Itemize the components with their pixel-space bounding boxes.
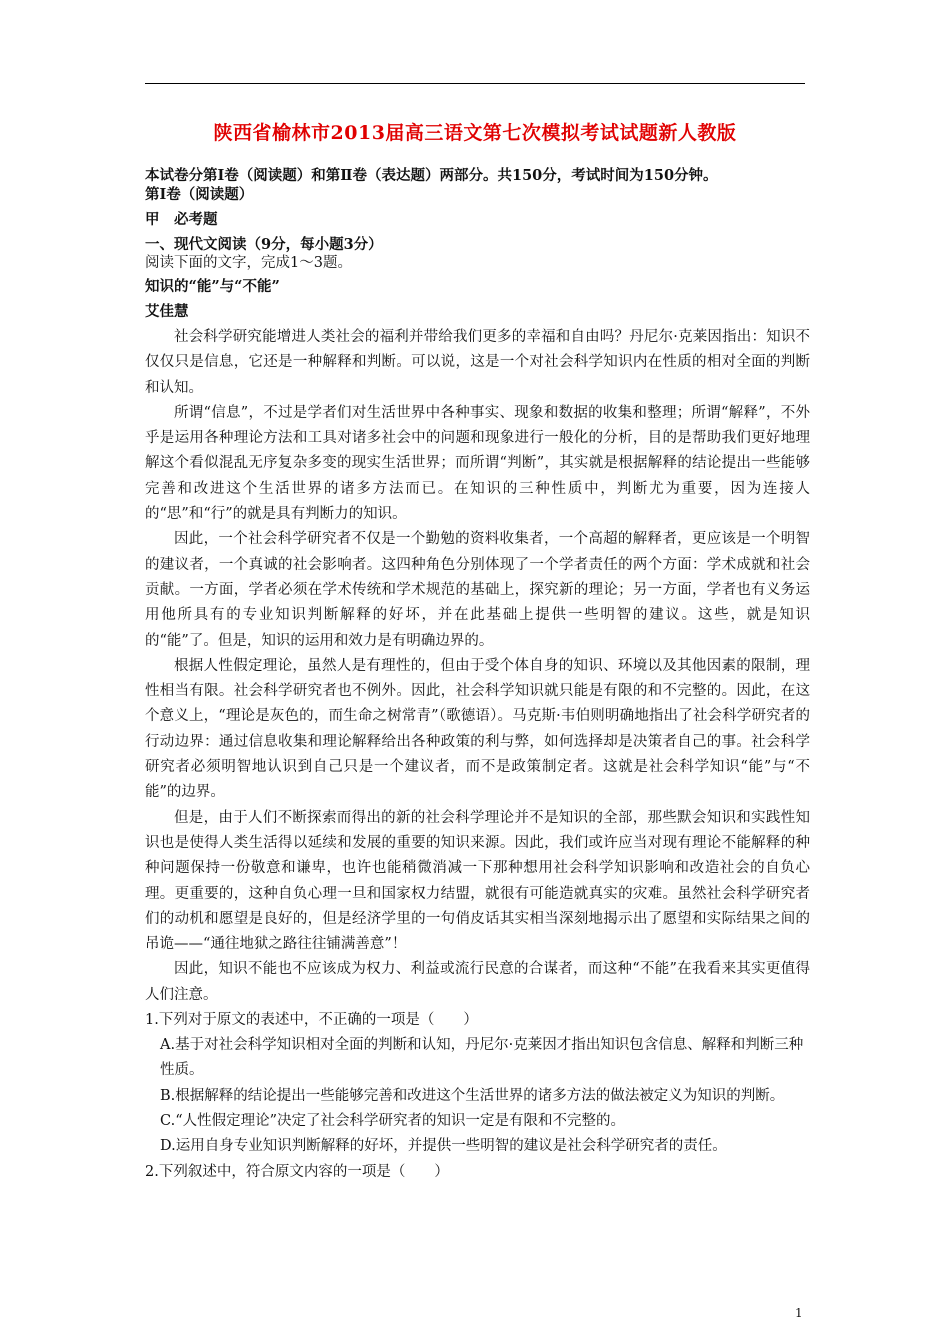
- page-number: 1: [795, 1306, 803, 1320]
- document-title: 陕西省榆林市2013届高三语文第七次模拟考试试题新人教版: [213, 122, 737, 144]
- article-title: 知识的“能”与“不能”: [145, 278, 280, 295]
- article-paragraph: 所谓“信息”，不过是学者们对生活世界中各种事实、现象和数据的收集和整理；所谓“解释”，不外乎是运用各种理论方法和工具对诸多社会中的问题和现象进行一般化的分析，目的是帮助我们更好地理解这个看似混乱无序复杂多变的现实生活世界；而所谓“判断”，其实就是根据解释的结论提出一些能够完善和改进这个生活世界的诸多方法而已。在知识的三种性质中，判断尤为重要，因为连接人的“思”和“行”的就是具有判断力的知识。: [145, 404, 810, 523]
- option-text: 运用自身专业知识判断解释的好坏，并提供一些明智的建议是社会科学研究者的责任。: [175, 1138, 727, 1155]
- question-1-option-c: [160, 1109, 810, 1134]
- document-body: [145, 166, 810, 1185]
- article-paragraph: 因此，知识不能也不应该成为权力、利益或流行民意的合谋者，而这种“不能”在我看来其实更值得人们注意。: [145, 961, 810, 1003]
- question-2-stem: 2.下列叙述中，符合原文内容的一项是（ ）: [145, 1163, 449, 1180]
- section-one-heading: 一、现代文阅读（9分，每小题3分）: [145, 236, 383, 253]
- article-paragraph: 社会科学研究能增进人类社会的福利并带给我们更多的幸福和自由吗？丹尼尔·克莱因指出：知识不仅仅只是信息，它还是一种解释和判断。可以说，这是一个对社会科学知识内在性质的相对全面的判断和认知。: [145, 329, 810, 396]
- article-paragraph: 因此，一个社会科学研究者不仅是一个勤勉的资料收集者，一个高超的解释者，更应该是一个明智的建议者，一个真诚的社会影响者。这四种角色分别体现了一个学者责任的两个方面：学术成就和社会贡献。一方面，学者必须在学术传统和学术规范的基础上，探究新的理论；另一方面，学者也有义务运用他所具有的专业知识判断解释的好坏，并在此基础上提供一些明智的建议。这些，就是知识的“能”了。但是，知识的运用和效力是有明确边界的。: [145, 531, 810, 649]
- header-rule: [145, 83, 805, 84]
- section-jia-heading: 甲 必考题: [145, 211, 218, 228]
- question-1-stem: 1.下列对于原文的表述中，不正确的一项是（ ）: [145, 1012, 478, 1029]
- option-text: 根据解释的结论提出一些能够完善和改进这个生活世界的诸多方法的做法被定义为知识的判断。: [175, 1087, 785, 1104]
- exam-intro: 本试卷分第Ⅰ卷（阅读题）和第Ⅱ卷（表达题）两部分。共150分，考试时间为150分钟。: [145, 167, 718, 184]
- option-text: “人性假定理论”决定了社会科学研究者的知识一定是有限和不完整的。: [175, 1112, 626, 1129]
- option-key: D.: [160, 1138, 176, 1155]
- option-key: C.: [160, 1112, 176, 1129]
- question-1-option-b: [160, 1084, 810, 1109]
- reading-instruction: 阅读下面的文字，完成1～3题。: [145, 255, 352, 271]
- option-key: B.: [160, 1087, 176, 1104]
- option-key: A.: [160, 1037, 176, 1054]
- article-paragraph: 但是，由于人们不断探索而得出的新的社会科学理论并不是知识的全部，那些默会知识和实践性知识也是使得人类生活得以延续和发展的重要的知识来源。因此，我们或许应当对现有理论不能解释的种种问题保持一份敬意和谦卑，也许也能稍微消减一下那种想用社会科学知识影响和改造社会的自负心理。更重要的，这种自负心理一旦和国家权力结盟，就很有可能造就真实的灾难。虽然社会科学研究者们的动机和愿望是良好的，但是经济学里的一句俏皮话其实相当深刻地揭示出了愿望和实际结果之间的吊诡——“通往地狱之路往往铺满善意”！: [145, 809, 810, 953]
- article-author: 艾佳慧: [145, 303, 189, 320]
- part-one-heading: 第Ⅰ卷（阅读题）: [145, 186, 254, 203]
- article-paragraph: 根据人性假定理论，虽然人是有理性的，但由于受个体自身的知识、环境以及其他因素的限制，理性相当有限。社会科学研究者也不例外。因此，社会科学知识就只能是有限的和不完整的。因此，在这个意义上，“理论是灰色的，而生命之树常青”（歌德语）。马克斯·韦伯则明确地指出了社会科学研究者的行动边界：通过信息收集和理论解释给出各种政策的利与弊，如何选择却是决策者自己的事。社会科学研究者必须明智地认识到自己只是一个建议者，而不是政策制定者。这就是社会科学知识“能”与“不能”的边界。: [145, 657, 810, 801]
- question-1-option-d: [160, 1134, 810, 1159]
- article-body: [145, 325, 810, 1008]
- option-text: 基于对社会科学知识相对全面的判断和认知，丹尼尔·克莱因才指出知识包含信息、解释和判断三种性质。: [160, 1037, 804, 1079]
- question-1-option-a: [160, 1033, 810, 1084]
